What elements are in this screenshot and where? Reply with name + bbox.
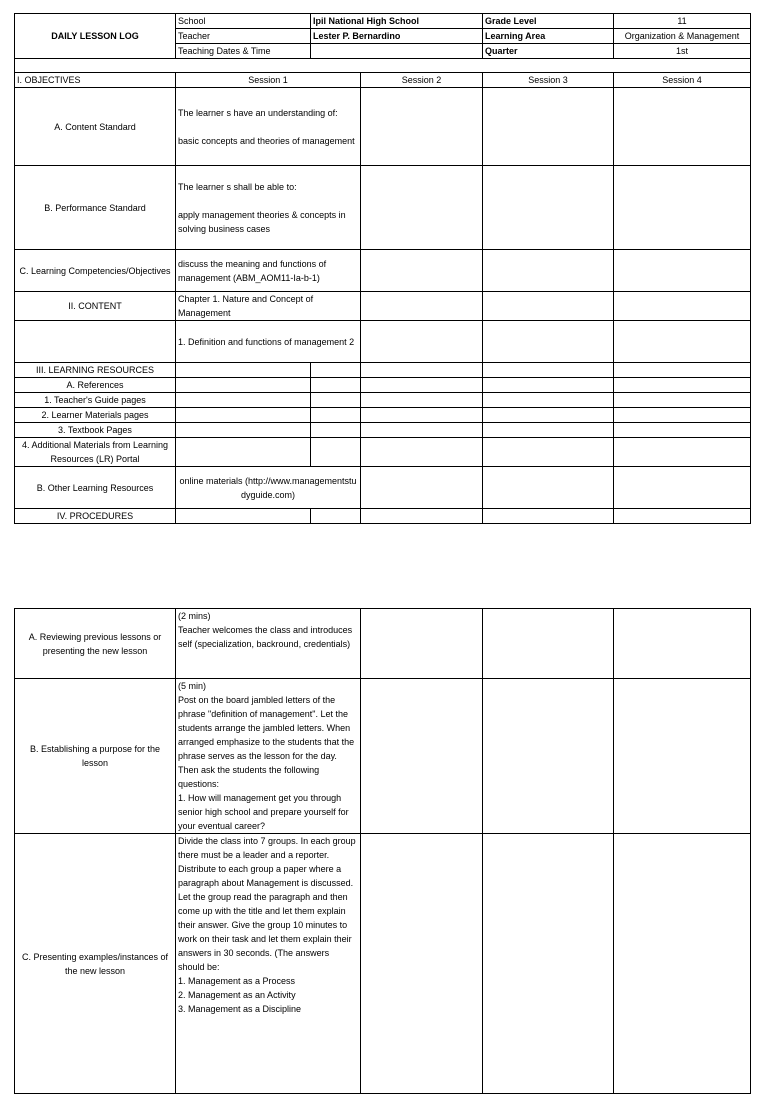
other-resources-value: online materials (http://www.managementstudyguide.com) bbox=[176, 467, 361, 509]
procedure-b-time: (5 min) bbox=[178, 681, 207, 691]
competencies-label: C. Learning Competencies/Objectives bbox=[15, 250, 176, 292]
performance-standard-line-1: The learner s shall be able to: bbox=[178, 181, 297, 192]
textbook-label: 3. Textbook Pages bbox=[15, 423, 176, 438]
performance-standard-label: B. Performance Standard bbox=[15, 166, 176, 250]
content-standard-label: A. Content Standard bbox=[15, 88, 176, 166]
tg-label: 1. Teacher's Guide pages bbox=[15, 393, 176, 408]
additional-label: 4. Additional Materials from Learning Resources (LR) Portal bbox=[15, 438, 176, 467]
other-resources-label: B. Other Learning Resources bbox=[15, 467, 176, 509]
procedure-a-text: Teacher welcomes the class and introduces self (specialization, backround, credentials) bbox=[178, 625, 353, 649]
procedures-table bbox=[14, 608, 751, 1094]
lesson-log-table bbox=[14, 13, 751, 524]
procedure-a-label: A. Reviewing previous lessons or presenting the new lesson bbox=[15, 609, 176, 679]
content-label: II. CONTENT bbox=[15, 292, 176, 321]
procedure-b-label: B. Establishing a purpose for the lesson bbox=[15, 679, 176, 834]
grade-value: 11 bbox=[614, 14, 751, 29]
log-title: DAILY LESSON LOG bbox=[15, 14, 176, 59]
procedure-c-answer-1: 1. Management as a Process bbox=[178, 976, 296, 986]
quarter-label: Quarter bbox=[483, 44, 614, 59]
session-2-header: Session 2 bbox=[361, 73, 483, 88]
content-standard-line-2: basic concepts and theories of management bbox=[178, 135, 355, 146]
content-standard-line-1: The learner s have an understanding of: bbox=[178, 107, 338, 118]
grade-label: Grade Level bbox=[483, 14, 614, 29]
procedure-c-label: C. Presenting examples/instances of the new lesson bbox=[15, 834, 176, 1094]
quarter-value: 1st bbox=[614, 44, 751, 59]
procedures-label: IV. PROCEDURES bbox=[15, 509, 176, 524]
references-label: A. References bbox=[15, 378, 176, 393]
dates-value bbox=[311, 44, 483, 59]
objectives-header: I. OBJECTIVES bbox=[15, 73, 176, 88]
school-value: Ipil National High School bbox=[311, 14, 483, 29]
content-standard-value bbox=[176, 88, 361, 166]
session-4-header: Session 4 bbox=[614, 73, 751, 88]
performance-standard-line-2: apply management theories & concepts in solving business cases bbox=[178, 209, 346, 234]
session-1-header: Session 1 bbox=[176, 73, 361, 88]
dates-label: Teaching Dates & Time bbox=[176, 44, 311, 59]
lm-label: 2. Learner Materials pages bbox=[15, 408, 176, 423]
procedure-b-value bbox=[176, 679, 361, 834]
procedure-c-text: Divide the class into 7 groups. In each group there must be a leader and a reporter. Distribute to each group a paper where a paragraph about Management is discussed. Let the group read the paragraph and then come up with the title and let them explain their answer. Give the group 10 minutes to work on their task and let them explain their answers in 30 seconds. (The answers should be: bbox=[178, 836, 356, 972]
area-value: Organization & Management bbox=[614, 29, 751, 44]
teacher-value: Lester P. Bernardino bbox=[311, 29, 483, 44]
competencies-value: discuss the meaning and functions of management (ABM_AOM11-Ia-b-1) bbox=[176, 250, 361, 292]
procedure-b-text: Post on the board jambled letters of the phrase "definition of management". Let the students arrange the jambled letters. When arranged emphasize to the students that the phrase serves as the lesson for the day. Then ask the students the following questions: bbox=[178, 695, 355, 789]
performance-standard-value bbox=[176, 166, 361, 250]
content-value: Chapter 1. Nature and Concept of Management bbox=[176, 292, 361, 321]
procedure-c-value bbox=[176, 834, 361, 1094]
resources-label: III. LEARNING RESOURCES bbox=[15, 363, 176, 378]
procedure-c-answer-2: 2. Management as an Activity bbox=[178, 990, 296, 1000]
procedure-a-value bbox=[176, 609, 361, 679]
area-label: Learning Area bbox=[483, 29, 614, 44]
content-sub-value: 1. Definition and functions of management 2 bbox=[176, 321, 361, 363]
session-3-header: Session 3 bbox=[483, 73, 614, 88]
procedure-b-question-1: 1. How will management get you through senior high school and prepare yourself for your eventual career? bbox=[178, 793, 349, 831]
procedure-a-time: (2 mins) bbox=[178, 611, 211, 621]
spacer-row bbox=[15, 59, 751, 73]
school-label: School bbox=[176, 14, 311, 29]
teacher-label: Teacher bbox=[176, 29, 311, 44]
procedure-c-answer-3: 3. Management as a Discipline bbox=[178, 1004, 302, 1014]
